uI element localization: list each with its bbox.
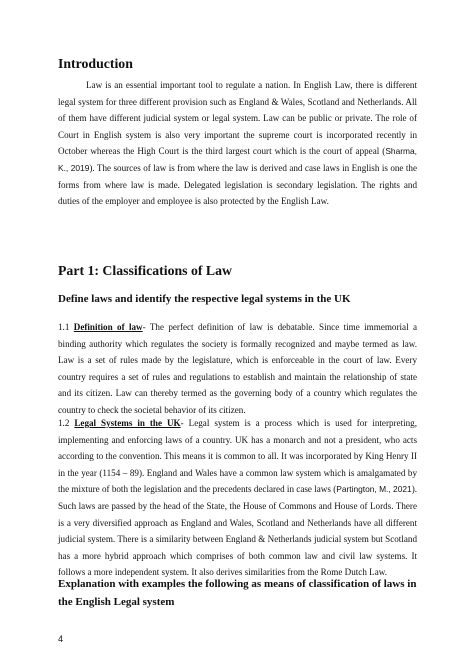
- section-1-1-text: - The perfect definition of law is debatable. Since time immemorial a binding authority which regulates the society is formally recognized and maybe termed as law. Law is a set of rules made by the legislature, which is enforceable in the court of law. Every country requires a set of rules and regulations to establish and maintain the relationship of state and its citizen. Law can thereby termed as the governing body of a country which regulates the country to check the societal behavior of its citizen.: [58, 322, 418, 415]
- introduction-heading: Introduction: [58, 56, 133, 71]
- section-1-2-text-part-1: - Legal system is a process which is used for interpreting, implementing and enforcing laws of a country. UK has a monarch and not a president, who acts according to the convention. This means it is common to all. It was incorporated by King Henry II in the year (1154 – 89). England and Wales have a common law system which is amalgamated by the mixture of both the legislation and the precedents declared in case laws (: [58, 418, 418, 495]
- part1-heading: Part 1: Classifications of Law: [58, 263, 232, 278]
- legal-systems-term: Legal Systems in the UK: [74, 418, 181, 428]
- section-1-2-paragraph: [58, 415, 417, 581]
- intro-citation: Sharma, K., 2019: [58, 146, 417, 173]
- classification-subheading: Explanation with examples the following as means of classification of laws in the English Legal system: [58, 578, 417, 608]
- section-1-1-number: 1.1: [58, 322, 74, 332]
- section-1-2-text-part-2: ). Such laws are passed by the head of the State, the House of Commons and House of Lords. There is a very diversified approach as England and Wales, Scotland and Netherlands have all different judicial system. There is a similarity between England & Netherlands judicial system but Scotland has a more hybrid approach which comprises of both common law and civil law systems. It follows a more independent system. It also derives similarities from the Rome Dutch Law.: [58, 484, 417, 578]
- intro-text-part-2: ). The sources of law is from where the law is derived and case laws in English is one the forms from where law is made. Delegated legislation is secondary legislation. The rights and duties of the employer and employee is also protected by the English Law.: [58, 162, 417, 207]
- definition-of-law-term: Definition of law: [73, 322, 143, 332]
- introduction-paragraph: [58, 77, 417, 210]
- part1-subheading: Define laws and identify the respective legal systems in the UK: [58, 293, 351, 305]
- intro-text-part-1: Law is an essential important tool to regulate a nation. In English Law, there is different legal system for three different provision such as England & Wales, Scotland and Netherlands. All of them have different judicial system or legal system. Law can be public or private. The role of Court in English system is also very important the supreme court is incorporated recently in October whereas the High Court is the third largest court which is the court of appeal (: [58, 80, 417, 157]
- section-1-2-citation: Partington, M., 2021: [336, 484, 412, 495]
- section-1-2-number: 1.2: [58, 418, 75, 428]
- page-number: 4: [58, 634, 64, 644]
- section-1-1-paragraph: [58, 319, 417, 419]
